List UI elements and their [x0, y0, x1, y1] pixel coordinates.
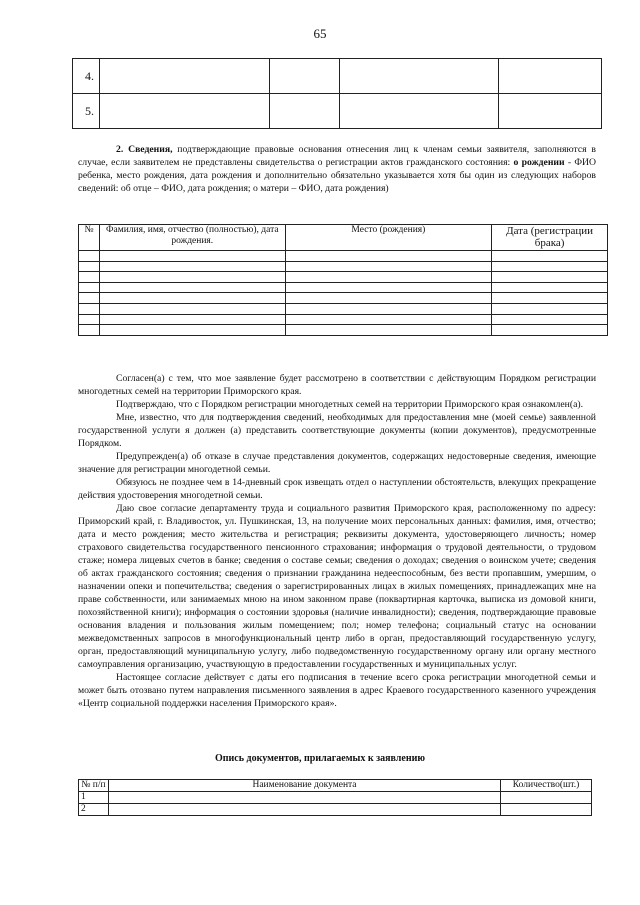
opis-title: Опись документов, прилагаемых к заявлению: [215, 753, 425, 764]
table-row: [79, 314, 608, 325]
birth-info-table: [78, 224, 608, 336]
col-place: Место (рождения): [285, 225, 492, 251]
col-fio: Фамилия, имя, отчество (полностью), дата рождения.: [99, 225, 285, 251]
table-row: [79, 303, 608, 314]
table-row: [73, 59, 602, 94]
paragraph: Настоящее согласие действует с даты его подписания в течение всего срока регистрации многодетной семьи и может быть отозвано путем направления письменного заявления в адрес Краевого государственного казенного учреждения «Центр социальной поддержки населения Приморского края».: [78, 672, 596, 709]
paragraph: Подтверждаю, что с Порядком регистрации многодетных семей на территории Приморского края ознакомлен(а).: [116, 399, 584, 410]
row-number: 5.: [73, 94, 100, 129]
birth-label: о рождении: [513, 157, 565, 168]
col-date: Дата (регистрации брака): [492, 225, 608, 251]
paragraph: Мне, известно, что для подтверждения сведений, необходимых для предоставления мне (моей семье) заявленной государственной услуги я должен (а) представить соответствующие документы (копии документов), предусмотренные Порядком.: [78, 412, 596, 449]
table-row: [79, 325, 608, 336]
table-row: [79, 792, 592, 804]
row-number: 1: [79, 792, 109, 804]
table-row: [79, 261, 608, 272]
section-2-heading: 2. Сведения,: [116, 144, 173, 155]
table-header-row: [79, 225, 608, 251]
paragraph: Обязуюсь не позднее чем в 14-дневный срок извещать отдел о наступлении обстоятельств, влекущих прекращение действия удостоверения многодетной семьи.: [78, 477, 596, 501]
row-number: 4.: [73, 59, 100, 94]
paragraph: Согласен(а) с тем, что мое заявление будет рассмотрено в соответствии с действующим Порядком регистрации многодетных семей на территории Приморского края.: [78, 373, 596, 397]
section-2-text: 2. Сведения, подтверждающие правовые основания отнесения лиц к членам семьи заявителя, заполняются в случае, если заявителем не представлены свидетельства о регистрации актов гражданского состояния: о рождении - ФИО ребенка, место рождения, дата рождения и дополнительно обязательно указывается хотя бы один из следующих наборов сведений: об отце – ФИО, дата рождения; о матери – ФИО, дата рождения): [78, 144, 596, 194]
table-row: [79, 804, 592, 816]
col-num: № п/п: [79, 780, 109, 792]
documents-table: [78, 779, 592, 816]
col-quantity: Количество(шт.): [501, 780, 592, 792]
table-row: [79, 282, 608, 293]
col-doc-name: Наименование документа: [108, 780, 500, 792]
consent-text: [78, 372, 596, 710]
table-row: [79, 293, 608, 304]
table-header-row: [79, 780, 592, 792]
paragraph: Предупрежден(а) об отказе в случае представления документов, содержащих недостоверные сведения, имеющие значение для регистрации многодетной семьи.: [78, 451, 596, 475]
table-row: [79, 251, 608, 262]
members-table-continued: [72, 58, 602, 129]
col-num: №: [79, 225, 100, 251]
paragraph: Даю свое согласие департаменту труда и социального развития Приморского края, расположенному по адресу: Приморский край, г. Владивосток, ул. Пушкинская, 13, на получение моих персональных данных: фамилия, имя, отчество; дата и место рождения; место жительства и регистрация; реквизиты документа, удостоверяющего личность; номер страхового свидетельства государственного пенсионного страхования; информация о трудовой деятельности, о трудовом стаже; номера лицевых счетов в банке; сведения о составе семьи; сведения о доходах; сведения о воинском учете; сведения об актах гражданского состояния; сведения о признании гражданина недееспособным, без вести пропавшим, умершим, о назначении опеки и попечительства; сведения о зарегистрированных лицах в жилых помещениях, принадлежащих мне на праве собственности, или занимаемых мною на ином законном праве (поквартирная карточка, выписка из домовой книги, похозяйственной книги); информация о состоянии здоровья (наличие инвалидности); сведения, подтверждающие правовые основания владения и пользования жилым помещением; пол; номер телефона; социальный статус на основании межведомственных запросов в многофункциональный центр либо в орган, предоставляющий государственную услугу, орган, предоставляющий муниципальную услугу, либо подведомственную государственному органу или органу местного самоуправления организацию, участвующую в предоставлении государственных и муниципальных услуг.: [78, 503, 596, 670]
page-number: 65: [313, 26, 327, 41]
table-row: [73, 94, 602, 129]
row-number: 2: [79, 804, 109, 816]
table-row: [79, 272, 608, 283]
